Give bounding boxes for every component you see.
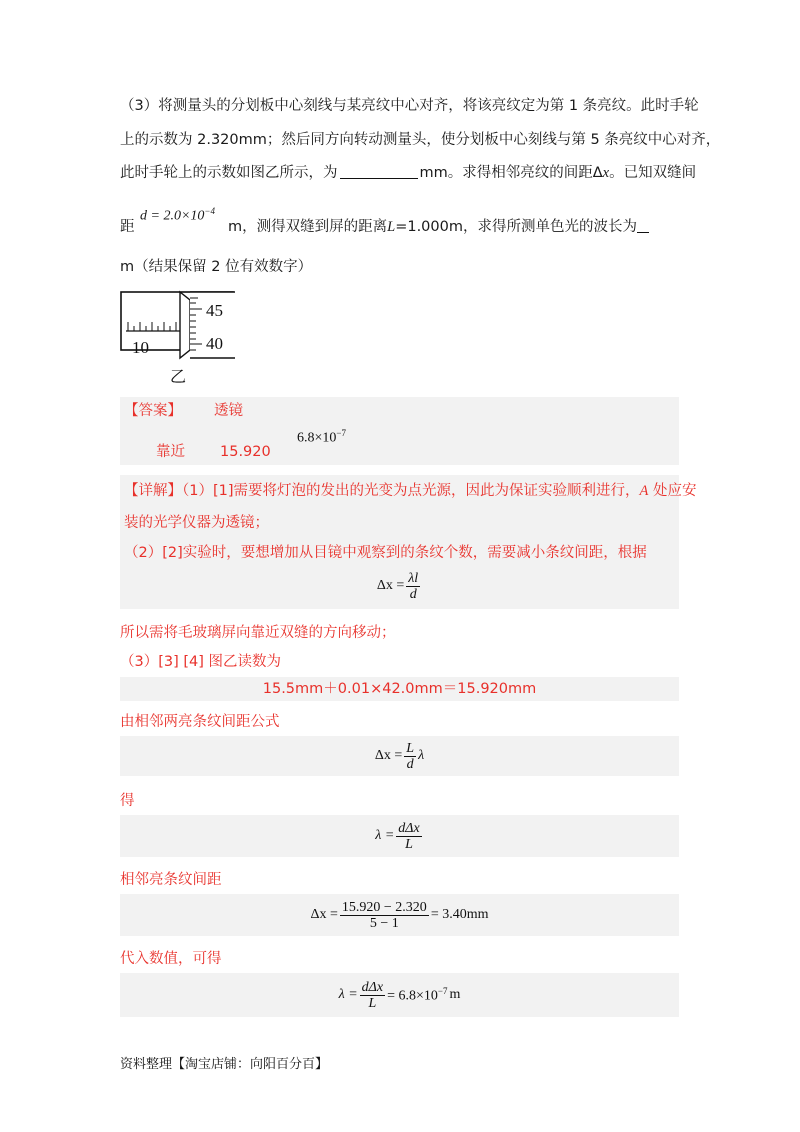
question-line-1: （3）将测量头的分划板中心刻线与某亮纹中心对齐，将该亮纹定为第 1 条亮纹。此时手轮 [120, 98, 699, 114]
thimble-edge [180, 292, 190, 358]
equation-4: Δx = $\frac{15.920 - 2.320}{5 - 1}$ = 3.40mm [310, 899, 489, 931]
answer-3: 15.920 [220, 444, 271, 460]
scale-label-bottom: 40 [206, 334, 223, 353]
detail-line-5: （3）[3] [4] 图乙读数为 [120, 654, 282, 670]
reading-formula: 15.5mm＋0.01×42.0mm＝15.920mm [262, 681, 537, 697]
answer-4: $6.8\times 10^{-7}$ [297, 428, 346, 446]
formula-d: $d = 2.0\times 10^{-4}$ [140, 206, 215, 224]
detail-line-3: （2）[2]实验时，要想增加从目镜中观察到的条纹个数，需要减小条纹间距，根据 [124, 545, 647, 561]
equation-5: λ = $\frac{\text{dΔx}}{L}$ = $6.8\times 10^{-7}$ m [338, 979, 461, 1011]
answer-block [120, 397, 679, 465]
detail-line-2: 装的光学仪器为透镜； [124, 515, 269, 531]
detail-line-1: 【详解】（1）[1]需要将灯泡的发出的光变为点光源，因此为保证实验顺利进行，A 处应安 [124, 483, 697, 499]
question-text: mm。求得相邻亮纹的间距Δ [419, 165, 603, 181]
detail-line-8: 相邻亮条纹间距 [120, 872, 222, 888]
question-line-2: 上的示数为 2.320mm；然后同方向转动测量头，使分划板中心刻线与第 5 条亮纹中心对齐， [120, 132, 721, 148]
detail-line-6: 由相邻两亮条纹间距公式 [120, 714, 280, 730]
answer-blank [340, 164, 418, 179]
variable-x: x [602, 165, 610, 181]
question-line-3 [120, 162, 696, 184]
question-line-5: m（结果保留 2 位有效数字） [120, 259, 313, 275]
figure-caption: 乙 [170, 367, 187, 386]
main-scale-label: 10 [132, 338, 149, 357]
question-line-4 [120, 200, 720, 240]
main-scale-ticks [128, 322, 182, 331]
question-text: 。已知双缝间 [609, 165, 697, 181]
scale-label-top: 45 [206, 301, 223, 320]
question-text: 距 [120, 219, 135, 235]
answer-1: 透镜 [214, 403, 243, 419]
detail-line-7: 得 [120, 793, 135, 809]
question-text: m，测得双缝到屏的距离L=1.000m，求得所测单色光的波长为 [228, 216, 649, 238]
equation-1: Δx = $\frac{\lambda l}{d}$ [376, 570, 419, 602]
detail-line-4: 所以需将毛玻璃屏向靠近双缝的方向移动； [120, 625, 396, 641]
answer-label: 【答案】 [124, 403, 182, 419]
equation-3: λ = $\frac{\text{dΔx}}{L}$ [375, 820, 420, 852]
footer: 资料整理【淘宝店铺：向阳百分百】 [120, 1057, 329, 1072]
answer-2: 靠近 [156, 444, 185, 460]
micrometer-figure [118, 286, 248, 386]
detail-line-9: 代入数值，可得 [120, 951, 222, 967]
question-text: 此时手轮上的示数如图乙所示，为 [120, 165, 338, 181]
equation-2: Δx = $\frac{L}{d}$ λ [374, 740, 425, 772]
